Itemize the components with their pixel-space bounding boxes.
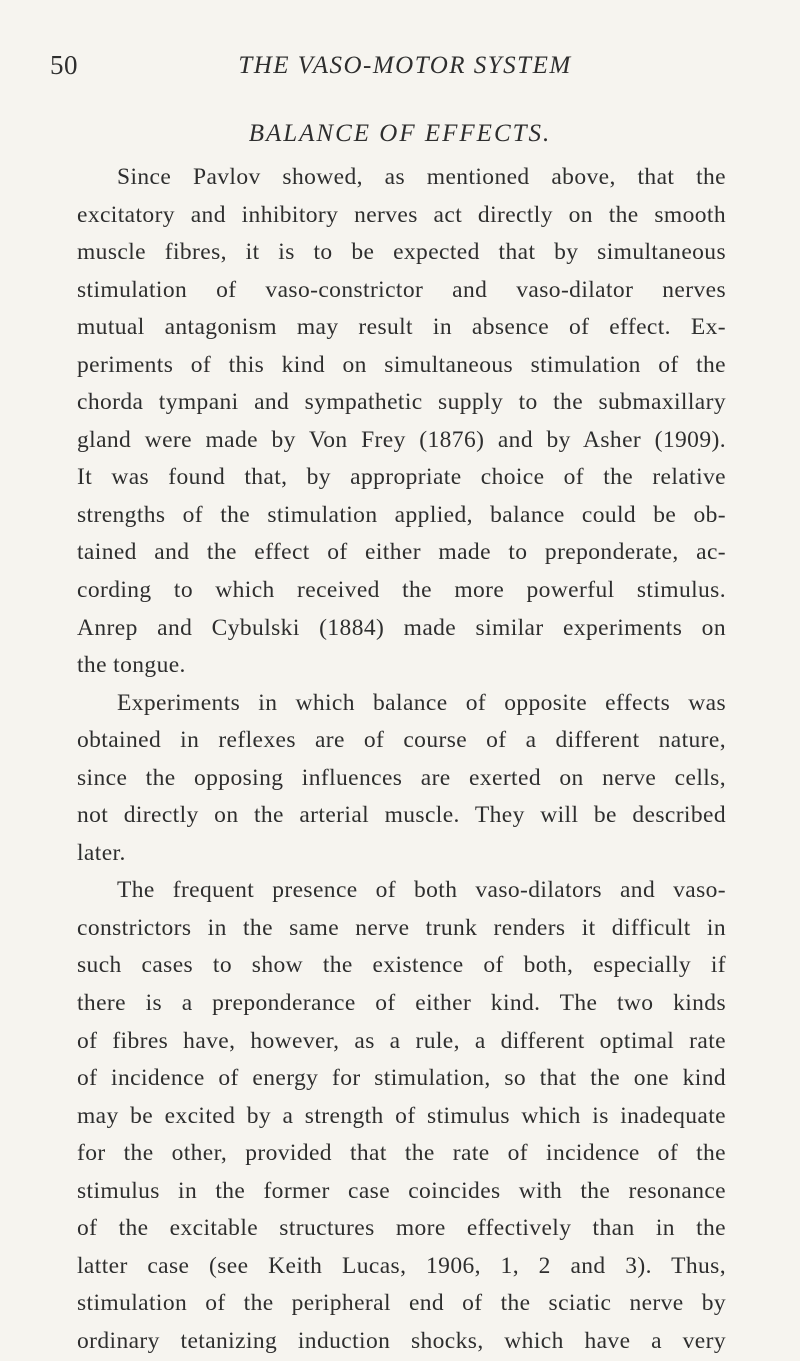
text-line: gland were made by Von Frey (1876) and by Asher (1909). — [77, 426, 726, 453]
text-line: of fibres have, however, as a rule, a different optimal rate — [77, 1027, 726, 1054]
text-line: such cases to show the existence of both, especially if — [77, 952, 726, 979]
text-line: strengths of the stimulation applied, balance could be ob- — [77, 501, 726, 528]
text-line: Experiments in which balance of opposite effects was — [117, 689, 726, 716]
text-line: for the other, provided that the rate of incidence of the — [77, 1140, 726, 1167]
text-line: not directly on the arterial muscle. They will be described — [77, 802, 726, 829]
text-line: Since Pavlov showed, as mentioned above, that the — [117, 164, 726, 190]
text-line: latter case (see Keith Lucas, 1906, 1, 2 and 3). Thus, — [77, 1252, 726, 1279]
text-line: stimulation of the peripheral end of the sciatic nerve by — [77, 1290, 726, 1317]
running-header — [50, 50, 760, 90]
text-line: The frequent presence of both vaso-dilators and vaso- — [117, 877, 726, 904]
text-line: muscle fibres, it is to be expected that by simultaneous — [77, 239, 726, 266]
text-line: Anrep and Cybulski (1884) made similar experiments on — [77, 614, 726, 641]
text-line: of the excitable structures more effectively than in the — [77, 1215, 726, 1242]
text-line: constrictors in the same nerve trunk renders it difficult in — [77, 914, 726, 941]
text-line: excitatory and inhibitory nerves act directly on the smooth — [77, 201, 726, 228]
text-line: later. — [77, 839, 126, 866]
text-line: mutual antagonism may result in absence of effect. Ex- — [77, 314, 726, 341]
text-line: tained and the effect of either made to preponderate, ac- — [77, 539, 726, 566]
text-line: since the opposing influences are exerted on nerve cells, — [77, 764, 726, 791]
section-heading: BALANCE OF EFFECTS. — [248, 120, 552, 147]
text-line: obtained in reflexes are of course of a different nature, — [77, 727, 726, 754]
page-number: 50 — [50, 50, 78, 80]
text-line: may be excited by a strength of stimulus which is inadequate — [77, 1102, 726, 1129]
text-line: chorda tympani and sympathetic supply to the submaxillary — [77, 389, 726, 416]
text-line: It was found that, by appropriate choice of the relative — [77, 464, 726, 491]
running-title: THE VASO-MOTOR SYSTEM — [238, 52, 572, 79]
text-line: there is a preponderance of either kind. The two kinds — [77, 990, 726, 1017]
text-line: the tongue. — [77, 652, 186, 679]
body-text — [77, 159, 726, 1361]
text-line: cording to which received the more powerful stimulus. — [77, 577, 726, 604]
text-line: of incidence of energy for stimulation, so that the one kind — [77, 1065, 726, 1092]
text-line: stimulus in the former case coincides with the resonance — [77, 1177, 726, 1204]
text-line: periments of this kind on simultaneous stimulation of the — [77, 351, 726, 378]
text-line: ordinary tetanizing induction shocks, which have a very — [77, 1327, 726, 1354]
text-line: stimulation of vaso-constrictor and vaso-dilator nerves — [77, 276, 726, 303]
